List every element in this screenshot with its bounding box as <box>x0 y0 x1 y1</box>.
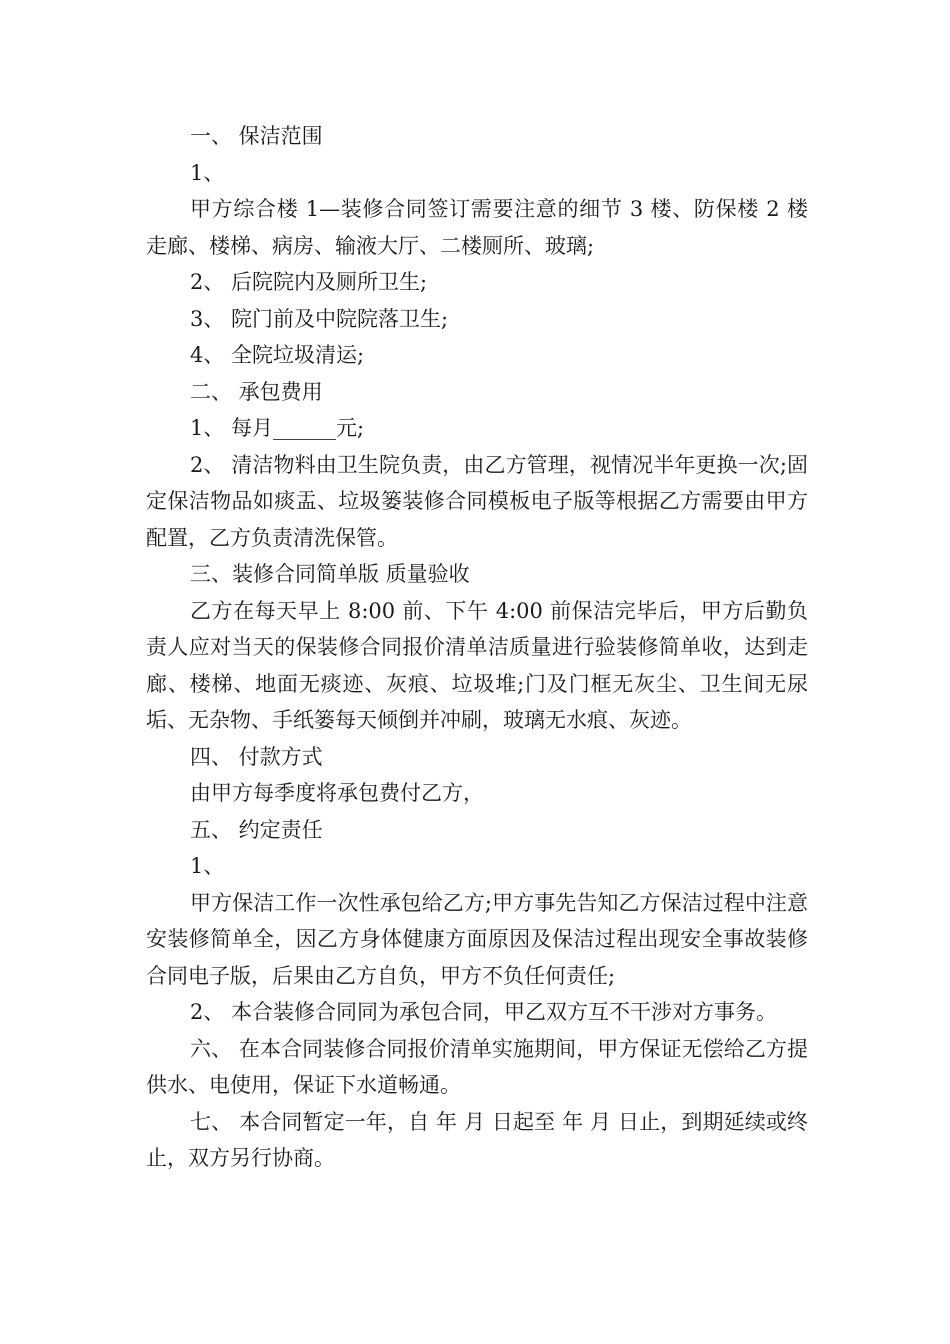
list-item-garbage: 4、 全院垃圾清运; <box>190 343 365 367</box>
paragraph-materials: 2、 清洁物料由卫生院负责，由乙方管理，视情况半年更换一次;固定保洁物品如痰盂、垃圾篓装修合同模板电子版等根据乙方需要由甲方配置，乙方负责清洗保管。 <box>146 452 808 550</box>
list-item-number: 1、 <box>190 854 225 878</box>
section-heading-quality: 三、装修合同简单版 质量验收 <box>190 562 470 586</box>
paragraph-section-six: 六、 在本合同装修合同报价清单实施期间，甲方保证无偿给乙方提供水、电使用，保证下水道畅通。 <box>146 1036 808 1097</box>
section-heading-scope: 一、 保洁范围 <box>190 124 323 148</box>
list-item-courtyard: 3、 院门前及中院院落卫生; <box>190 306 449 331</box>
document-body <box>146 118 808 1177</box>
list-item-contract-type: 2、 本合装修合同同为承包合同，甲乙双方互不干涉对方事务。 <box>190 1000 778 1024</box>
paragraph-quality-check: 乙方在每天早上 8:00 前、下午 4:00 前保洁完毕后，甲方后勤负责人应对当天的保装修合同报价清单洁质量进行验装修简单收，达到走廊、楼梯、地面无痰迹、灰痕、垃圾堆;门及门框无灰尘、卫生间无尿垢、无杂物、手纸篓每天倾倒并冲刷，玻璃无水痕、灰迹。 <box>146 598 808 732</box>
list-item-backyard: 2、 后院院内及厕所卫生; <box>190 270 428 294</box>
section-heading-fees: 二、 承包费用 <box>190 379 323 404</box>
paragraph-responsibility: 甲方保洁工作一次性承包给乙方;甲方事先告知乙方保洁过程中注意安装修简单全，因乙方身体健康方面原因及保洁过程出现安全事故装修合同电子版，后果由乙方自负，甲方不负任何责任; <box>146 890 808 988</box>
section-heading-responsibility: 五、 约定责任 <box>190 817 323 842</box>
section-heading-payment: 四、 付款方式 <box>190 744 323 769</box>
paragraph-payment: 由甲方每季度将承包费付乙方， <box>190 781 484 805</box>
paragraph-section-seven: 七、 本合同暂定一年，自 年 月 日起至 年 月 日止，到期延续或终止，双方另行协商。 <box>146 1109 808 1170</box>
list-item-number: 1、 <box>190 160 225 185</box>
list-item-monthly-fee: 1、 每月______元; <box>190 416 365 440</box>
paragraph-scope-areas: 甲方综合楼 1—装修合同签订需要注意的细节 3 楼、防保楼 2 楼走廊、楼梯、病房、输液大厅、二楼厕所、玻璃; <box>146 197 808 258</box>
